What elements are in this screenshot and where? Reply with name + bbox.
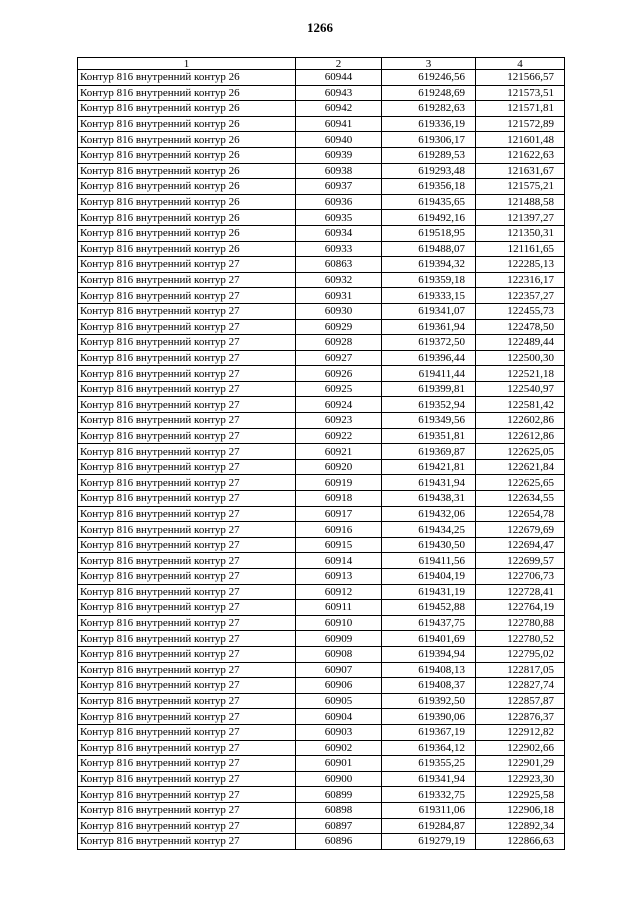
table-row <box>78 506 565 522</box>
table-row <box>78 600 565 616</box>
cell-point-id: 60914 <box>296 553 382 569</box>
cell-point-id: 60912 <box>296 584 382 600</box>
cell-coord-x: 619279,19 <box>382 834 476 850</box>
cell-coord-x: 619364,12 <box>382 740 476 756</box>
cell-contour-name: Контур 816 внутренний контур 26 <box>78 163 296 179</box>
cell-coord-y: 122602,86 <box>476 413 565 429</box>
cell-point-id: 60931 <box>296 288 382 304</box>
cell-coord-y: 121573,51 <box>476 85 565 101</box>
cell-coord-x: 619452,88 <box>382 600 476 616</box>
cell-contour-name: Контур 816 внутренний контур 27 <box>78 444 296 460</box>
table-row <box>78 553 565 569</box>
cell-contour-name: Контур 816 внутренний контур 27 <box>78 756 296 772</box>
cell-point-id: 60907 <box>296 662 382 678</box>
cell-contour-name: Контур 816 внутренний контур 27 <box>78 288 296 304</box>
table-row <box>78 101 565 117</box>
cell-contour-name: Контур 816 внутренний контур 26 <box>78 101 296 117</box>
cell-coord-y: 121397,27 <box>476 210 565 226</box>
cell-coord-y: 121350,31 <box>476 225 565 241</box>
cell-point-id: 60928 <box>296 335 382 351</box>
cell-point-id: 60923 <box>296 413 382 429</box>
cell-coord-y: 122478,50 <box>476 319 565 335</box>
cell-contour-name: Контур 816 внутренний контур 27 <box>78 724 296 740</box>
cell-contour-name: Контур 816 внутренний контур 27 <box>78 335 296 351</box>
cell-coord-x: 619341,07 <box>382 303 476 319</box>
cell-point-id: 60937 <box>296 179 382 195</box>
column-header-2: 2 <box>296 58 382 70</box>
table-row <box>78 194 565 210</box>
table-row <box>78 147 565 163</box>
cell-coord-x: 619289,53 <box>382 147 476 163</box>
table-row <box>78 163 565 179</box>
cell-coord-x: 619293,48 <box>382 163 476 179</box>
cell-coord-y: 121575,21 <box>476 179 565 195</box>
cell-point-id: 60932 <box>296 272 382 288</box>
cell-coord-x: 619356,18 <box>382 179 476 195</box>
table-row <box>78 771 565 787</box>
cell-coord-x: 619408,37 <box>382 678 476 694</box>
cell-point-id: 60933 <box>296 241 382 257</box>
cell-coord-y: 122621,84 <box>476 459 565 475</box>
cell-contour-name: Контур 816 внутренний контур 27 <box>78 631 296 647</box>
cell-coord-x: 619311,06 <box>382 802 476 818</box>
table-row <box>78 225 565 241</box>
cell-contour-name: Контур 816 внутренний контур 27 <box>78 397 296 413</box>
table-row <box>78 740 565 756</box>
cell-coord-x: 619404,19 <box>382 569 476 585</box>
cell-coord-y: 122699,57 <box>476 553 565 569</box>
cell-coord-x: 619394,32 <box>382 257 476 273</box>
cell-contour-name: Контур 816 внутренний контур 26 <box>78 210 296 226</box>
table-row <box>78 662 565 678</box>
cell-contour-name: Контур 816 внутренний контур 26 <box>78 70 296 86</box>
cell-contour-name: Контур 816 внутренний контур 27 <box>78 428 296 444</box>
cell-point-id: 60943 <box>296 85 382 101</box>
cell-coord-y: 122866,63 <box>476 834 565 850</box>
cell-contour-name: Контур 816 внутренний контур 27 <box>78 366 296 382</box>
table-row <box>78 646 565 662</box>
cell-point-id: 60898 <box>296 802 382 818</box>
cell-coord-x: 619341,94 <box>382 771 476 787</box>
column-header-3: 3 <box>382 58 476 70</box>
cell-coord-y: 122521,18 <box>476 366 565 382</box>
table-row <box>78 350 565 366</box>
cell-contour-name: Контур 816 внутренний контур 27 <box>78 584 296 600</box>
cell-coord-y: 122500,30 <box>476 350 565 366</box>
cell-coord-y: 122706,73 <box>476 569 565 585</box>
cell-point-id: 60925 <box>296 381 382 397</box>
cell-point-id: 60938 <box>296 163 382 179</box>
cell-contour-name: Контур 816 внутренний контур 27 <box>78 771 296 787</box>
cell-coord-x: 619355,25 <box>382 756 476 772</box>
cell-contour-name: Контур 816 внутренний контур 27 <box>78 537 296 553</box>
cell-coord-x: 619411,56 <box>382 553 476 569</box>
cell-coord-x: 619492,16 <box>382 210 476 226</box>
cell-contour-name: Контур 816 внутренний контур 26 <box>78 241 296 257</box>
table-row <box>78 85 565 101</box>
cell-coord-x: 619332,75 <box>382 787 476 803</box>
cell-coord-y: 122817,05 <box>476 662 565 678</box>
table-row <box>78 756 565 772</box>
cell-point-id: 60917 <box>296 506 382 522</box>
cell-point-id: 60919 <box>296 475 382 491</box>
cell-coord-y: 122923,30 <box>476 771 565 787</box>
cell-coord-x: 619518,95 <box>382 225 476 241</box>
cell-coord-y: 122357,27 <box>476 288 565 304</box>
cell-point-id: 60899 <box>296 787 382 803</box>
cell-coord-x: 619431,94 <box>382 475 476 491</box>
table-row <box>78 709 565 725</box>
cell-point-id: 60942 <box>296 101 382 117</box>
cell-point-id: 60926 <box>296 366 382 382</box>
cell-contour-name: Контур 816 внутренний контур 27 <box>78 491 296 507</box>
cell-contour-name: Контур 816 внутренний контур 27 <box>78 646 296 662</box>
cell-coord-x: 619401,69 <box>382 631 476 647</box>
cell-point-id: 60905 <box>296 693 382 709</box>
cell-coord-y: 122316,17 <box>476 272 565 288</box>
cell-coord-y: 122540,97 <box>476 381 565 397</box>
cell-coord-x: 619306,17 <box>382 132 476 148</box>
cell-contour-name: Контур 816 внутренний контур 27 <box>78 662 296 678</box>
cell-coord-y: 122795,02 <box>476 646 565 662</box>
cell-coord-x: 619394,94 <box>382 646 476 662</box>
cell-coord-y: 121631,67 <box>476 163 565 179</box>
table-row <box>78 818 565 834</box>
cell-coord-x: 619434,25 <box>382 522 476 538</box>
cell-contour-name: Контур 816 внутренний контур 27 <box>78 740 296 756</box>
cell-contour-name: Контур 816 внутренний контур 27 <box>78 506 296 522</box>
cell-coord-y: 122625,65 <box>476 475 565 491</box>
cell-coord-y: 122285,13 <box>476 257 565 273</box>
cell-contour-name: Контур 816 внутренний контур 27 <box>78 381 296 397</box>
table-row <box>78 397 565 413</box>
cell-coord-x: 619435,65 <box>382 194 476 210</box>
cell-point-id: 60944 <box>296 70 382 86</box>
cell-coord-y: 122581,42 <box>476 397 565 413</box>
cell-contour-name: Контур 816 внутренний контур 26 <box>78 85 296 101</box>
table-row <box>78 179 565 195</box>
cell-contour-name: Контур 816 внутренний контур 27 <box>78 350 296 366</box>
cell-coord-x: 619396,44 <box>382 350 476 366</box>
cell-coord-y: 122857,87 <box>476 693 565 709</box>
cell-coord-x: 619431,19 <box>382 584 476 600</box>
cell-coord-x: 619408,13 <box>382 662 476 678</box>
table-row <box>78 413 565 429</box>
cell-coord-x: 619411,44 <box>382 366 476 382</box>
cell-point-id: 60909 <box>296 631 382 647</box>
cell-contour-name: Контур 816 внутренний контур 27 <box>78 834 296 850</box>
cell-coord-x: 619349,56 <box>382 413 476 429</box>
cell-coord-y: 122780,52 <box>476 631 565 647</box>
cell-contour-name: Контур 816 внутренний контур 27 <box>78 522 296 538</box>
table-row <box>78 491 565 507</box>
table-row <box>78 569 565 585</box>
cell-contour-name: Контур 816 внутренний контур 27 <box>78 802 296 818</box>
cell-coord-x: 619359,18 <box>382 272 476 288</box>
cell-coord-y: 122654,78 <box>476 506 565 522</box>
cell-point-id: 60896 <box>296 834 382 850</box>
cell-point-id: 60941 <box>296 116 382 132</box>
cell-coord-x: 619361,94 <box>382 319 476 335</box>
cell-coord-y: 121601,48 <box>476 132 565 148</box>
cell-point-id: 60940 <box>296 132 382 148</box>
cell-coord-y: 122694,47 <box>476 537 565 553</box>
cell-coord-x: 619372,50 <box>382 335 476 351</box>
table-row <box>78 303 565 319</box>
cell-contour-name: Контур 816 внутренний контур 27 <box>78 787 296 803</box>
table-row <box>78 459 565 475</box>
cell-coord-x: 619367,19 <box>382 724 476 740</box>
table-row <box>78 381 565 397</box>
cell-point-id: 60903 <box>296 724 382 740</box>
table-row <box>78 537 565 553</box>
cell-contour-name: Контур 816 внутренний контур 27 <box>78 553 296 569</box>
cell-point-id: 60915 <box>296 537 382 553</box>
cell-coord-x: 619390,06 <box>382 709 476 725</box>
cell-contour-name: Контур 816 внутренний контур 26 <box>78 132 296 148</box>
cell-coord-y: 122876,37 <box>476 709 565 725</box>
column-header-1: 1 <box>78 58 296 70</box>
cell-point-id: 60897 <box>296 818 382 834</box>
cell-coord-y: 122827,74 <box>476 678 565 694</box>
table-row <box>78 366 565 382</box>
column-header-4: 4 <box>476 58 565 70</box>
cell-contour-name: Контур 816 внутренний контур 27 <box>78 600 296 616</box>
cell-contour-name: Контур 816 внутренний контур 27 <box>78 413 296 429</box>
cell-contour-name: Контур 816 внутренний контур 27 <box>78 475 296 491</box>
table-row <box>78 522 565 538</box>
cell-contour-name: Контур 816 внутренний контур 26 <box>78 225 296 241</box>
cell-point-id: 60934 <box>296 225 382 241</box>
cell-point-id: 60902 <box>296 740 382 756</box>
cell-coord-x: 619392,50 <box>382 693 476 709</box>
cell-coord-y: 122612,86 <box>476 428 565 444</box>
cell-contour-name: Контур 816 внутренний контур 27 <box>78 615 296 631</box>
cell-point-id: 60930 <box>296 303 382 319</box>
cell-coord-x: 619488,07 <box>382 241 476 257</box>
cell-coord-y: 122925,58 <box>476 787 565 803</box>
cell-coord-x: 619438,31 <box>382 491 476 507</box>
cell-coord-y: 122902,66 <box>476 740 565 756</box>
cell-point-id: 60863 <box>296 257 382 273</box>
cell-contour-name: Контур 816 внутренний контур 27 <box>78 569 296 585</box>
cell-coord-x: 619351,81 <box>382 428 476 444</box>
cell-coord-x: 619369,87 <box>382 444 476 460</box>
table-row <box>78 631 565 647</box>
table-row <box>78 444 565 460</box>
table-row <box>78 288 565 304</box>
cell-point-id: 60924 <box>296 397 382 413</box>
cell-coord-x: 619246,56 <box>382 70 476 86</box>
cell-coord-y: 122634,55 <box>476 491 565 507</box>
cell-coord-y: 122728,41 <box>476 584 565 600</box>
table-row <box>78 241 565 257</box>
cell-point-id: 60911 <box>296 600 382 616</box>
cell-point-id: 60920 <box>296 459 382 475</box>
table-row <box>78 584 565 600</box>
cell-coord-y: 121572,89 <box>476 116 565 132</box>
cell-contour-name: Контур 816 внутренний контур 27 <box>78 459 296 475</box>
page-number: 1266 <box>307 20 333 35</box>
cell-point-id: 60916 <box>296 522 382 538</box>
cell-point-id: 60927 <box>296 350 382 366</box>
cell-point-id: 60918 <box>296 491 382 507</box>
cell-coord-y: 121622,63 <box>476 147 565 163</box>
cell-point-id: 60913 <box>296 569 382 585</box>
cell-coord-x: 619437,75 <box>382 615 476 631</box>
table-row <box>78 132 565 148</box>
table-row <box>78 319 565 335</box>
cell-coord-y: 121566,57 <box>476 70 565 86</box>
cell-point-id: 60900 <box>296 771 382 787</box>
cell-coord-x: 619333,15 <box>382 288 476 304</box>
coordinates-table <box>77 57 565 850</box>
table-row <box>78 787 565 803</box>
table-row <box>78 257 565 273</box>
cell-point-id: 60936 <box>296 194 382 210</box>
cell-coord-x: 619248,69 <box>382 85 476 101</box>
table-row <box>78 834 565 850</box>
cell-coord-y: 121161,65 <box>476 241 565 257</box>
cell-contour-name: Контур 816 внутренний контур 26 <box>78 147 296 163</box>
cell-coord-y: 122780,88 <box>476 615 565 631</box>
cell-coord-x: 619421,81 <box>382 459 476 475</box>
cell-contour-name: Контур 816 внутренний контур 27 <box>78 257 296 273</box>
table-row <box>78 475 565 491</box>
cell-coord-y: 122625,05 <box>476 444 565 460</box>
cell-contour-name: Контур 816 внутренний контур 27 <box>78 709 296 725</box>
cell-contour-name: Контур 816 внутренний контур 27 <box>78 678 296 694</box>
cell-contour-name: Контур 816 внутренний контур 27 <box>78 818 296 834</box>
cell-point-id: 60906 <box>296 678 382 694</box>
cell-contour-name: Контур 816 внутренний контур 26 <box>78 116 296 132</box>
cell-coord-y: 122906,18 <box>476 802 565 818</box>
cell-coord-x: 619432,06 <box>382 506 476 522</box>
cell-coord-y: 122679,69 <box>476 522 565 538</box>
cell-point-id: 60904 <box>296 709 382 725</box>
table-body <box>78 70 565 850</box>
cell-coord-x: 619284,87 <box>382 818 476 834</box>
cell-coord-x: 619399,81 <box>382 381 476 397</box>
table-row <box>78 335 565 351</box>
cell-point-id: 60922 <box>296 428 382 444</box>
cell-coord-x: 619430,50 <box>382 537 476 553</box>
cell-point-id: 60921 <box>296 444 382 460</box>
cell-contour-name: Контур 816 внутренний контур 27 <box>78 272 296 288</box>
cell-coord-y: 122489,44 <box>476 335 565 351</box>
cell-contour-name: Контур 816 внутренний контур 26 <box>78 194 296 210</box>
table-row <box>78 272 565 288</box>
table-row <box>78 116 565 132</box>
table-row <box>78 615 565 631</box>
cell-point-id: 60929 <box>296 319 382 335</box>
cell-contour-name: Контур 816 внутренний контур 27 <box>78 319 296 335</box>
cell-coord-x: 619336,19 <box>382 116 476 132</box>
cell-contour-name: Контур 816 внутренний контур 27 <box>78 693 296 709</box>
cell-point-id: 60901 <box>296 756 382 772</box>
cell-coord-y: 121571,81 <box>476 101 565 117</box>
cell-contour-name: Контур 816 внутренний контур 26 <box>78 179 296 195</box>
cell-coord-x: 619352,94 <box>382 397 476 413</box>
table-row <box>78 70 565 86</box>
cell-coord-y: 122912,82 <box>476 724 565 740</box>
table-header-row <box>78 58 565 70</box>
cell-coord-x: 619282,63 <box>382 101 476 117</box>
table-row <box>78 724 565 740</box>
cell-point-id: 60910 <box>296 615 382 631</box>
cell-point-id: 60908 <box>296 646 382 662</box>
cell-point-id: 60935 <box>296 210 382 226</box>
table-row <box>78 693 565 709</box>
cell-coord-y: 122455,73 <box>476 303 565 319</box>
cell-coord-y: 121488,58 <box>476 194 565 210</box>
cell-coord-y: 122764,19 <box>476 600 565 616</box>
cell-coord-y: 122892,34 <box>476 818 565 834</box>
table-row <box>78 678 565 694</box>
cell-coord-y: 122901,29 <box>476 756 565 772</box>
table-row <box>78 428 565 444</box>
table-row <box>78 210 565 226</box>
cell-contour-name: Контур 816 внутренний контур 27 <box>78 303 296 319</box>
cell-point-id: 60939 <box>296 147 382 163</box>
table-row <box>78 802 565 818</box>
